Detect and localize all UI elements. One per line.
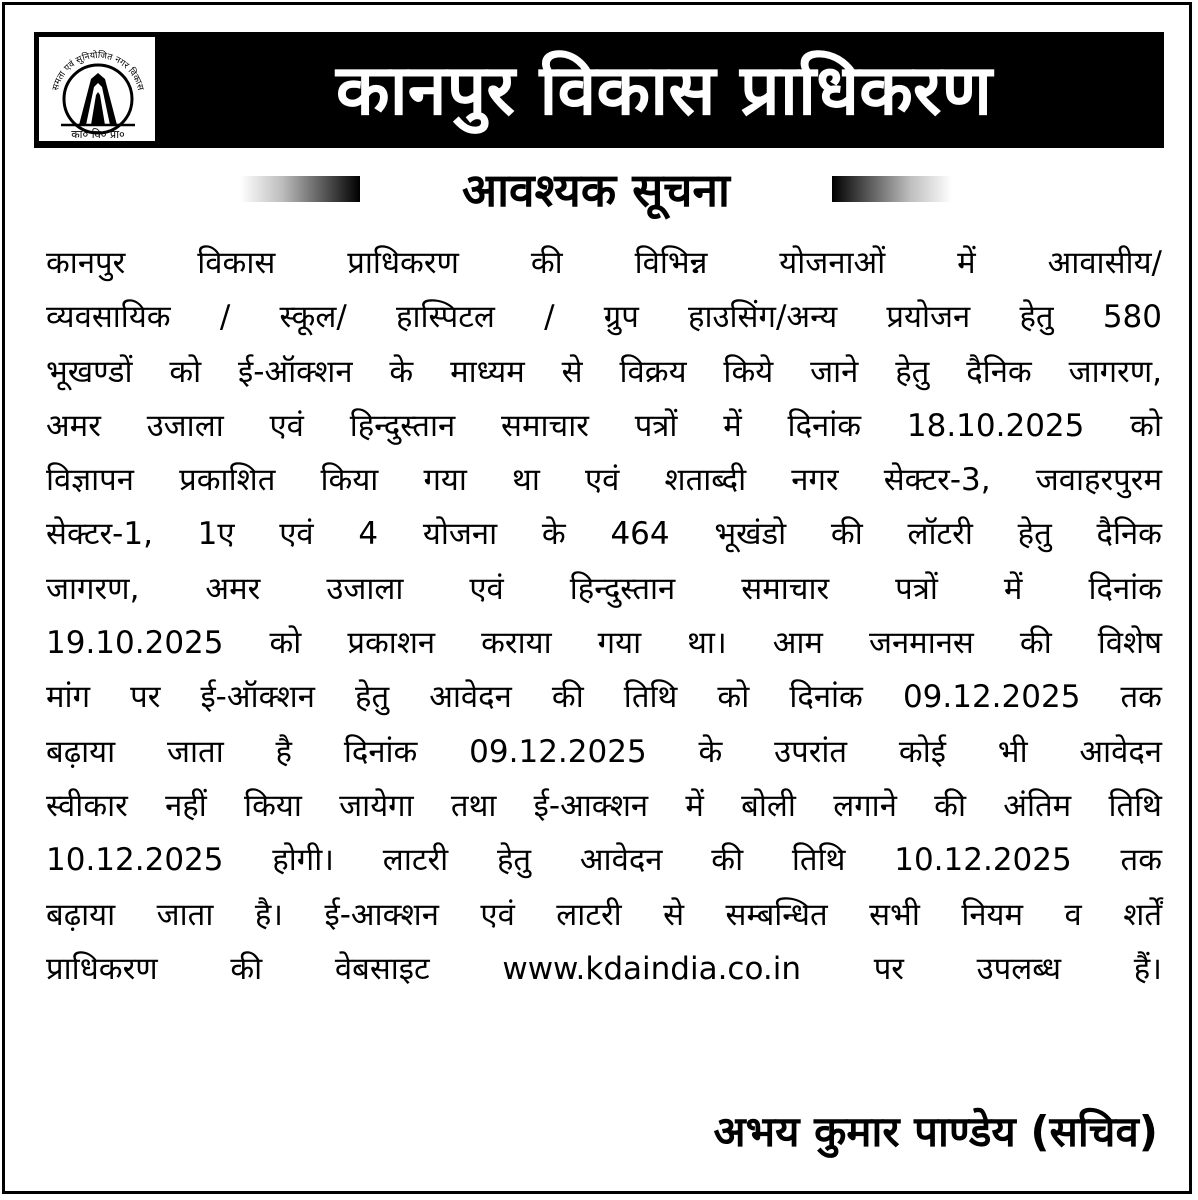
body-line: स्वीकार नहीं किया जायेगा तथा ई-आक्शन में बोली लगाने की अंतिम तिथि [46,787,1162,824]
notice-body [46,236,1162,996]
body-line: अमर उजाला एवं हिन्दुस्तान समाचार पत्रों में दिनांक 18.10.2025 को [46,407,1162,444]
body-line: व्यवसायिक / स्कूल/ हास्पिटल / ग्रुप हाउसिंग/अन्य प्रयोजन हेतु 580 [46,299,1162,336]
logo-arc-text: समता एवं सुनियोजित नगर विकास [50,50,146,92]
body-line: बढ़ाया जाता है। ई-आक्शन एवं लाटरी से सम्बन्धित सभी नियम व शर्तें [46,896,1162,933]
notice-title: आवश्यक सूचना [462,163,730,217]
kda-emblem-icon [39,37,157,143]
body-line: जागरण, अमर उजाला एवं हिन्दुस्तान समाचार पत्रों में दिनांक [46,570,1162,607]
organization-title: कानपुर विकास प्राधिकरण [335,49,993,131]
body-line: बढ़ाया जाता है दिनांक 09.12.2025 के उपरांत कोई भी आवेदन [46,733,1162,770]
body-line: भूखण्डों को ई-ऑक्शन के माध्यम से विक्रय किये जाने हेतु दैनिक जागरण, [46,353,1162,390]
body-line: कानपुर विकास प्राधिकरण की विभिन्न योजनाओं में आवासीय/ [46,245,1162,281]
body-line: सेक्टर-1, 1ए एवं 4 योजना के 464 भूखंडो की लॉटरी हेतु दैनिक [46,516,1162,553]
notice-heading-row [0,162,1198,226]
kda-logo [38,36,156,142]
signatory: अभय कुमार पाण्डेय (सचिव) [713,1107,1158,1156]
body-line: प्राधिकरण की वेबसाइट www.kdaindia.co.in पर उपलब्ध हैं। [46,950,1162,987]
header-banner [34,32,1164,148]
heading-bar-right [832,176,952,202]
heading-bar-left [240,176,360,202]
body-line: 10.12.2025 होगी। लाटरी हेतु आवेदन की तिथि 10.12.2025 तक [46,842,1162,879]
logo-abbrev: का० वि० प्रा० [71,128,125,141]
body-line: 19.10.2025 को प्रकाशन कराया गया था। आम जनमानस की विशेष [46,625,1162,662]
body-line: मांग पर ई-ऑक्शन हेतु आवेदन की तिथि को दिनांक 09.12.2025 तक [46,679,1162,716]
body-line: विज्ञापन प्रकाशित किया गया था एवं शताब्दी नगर सेक्टर-3, जवाहरपुरम [46,462,1162,499]
